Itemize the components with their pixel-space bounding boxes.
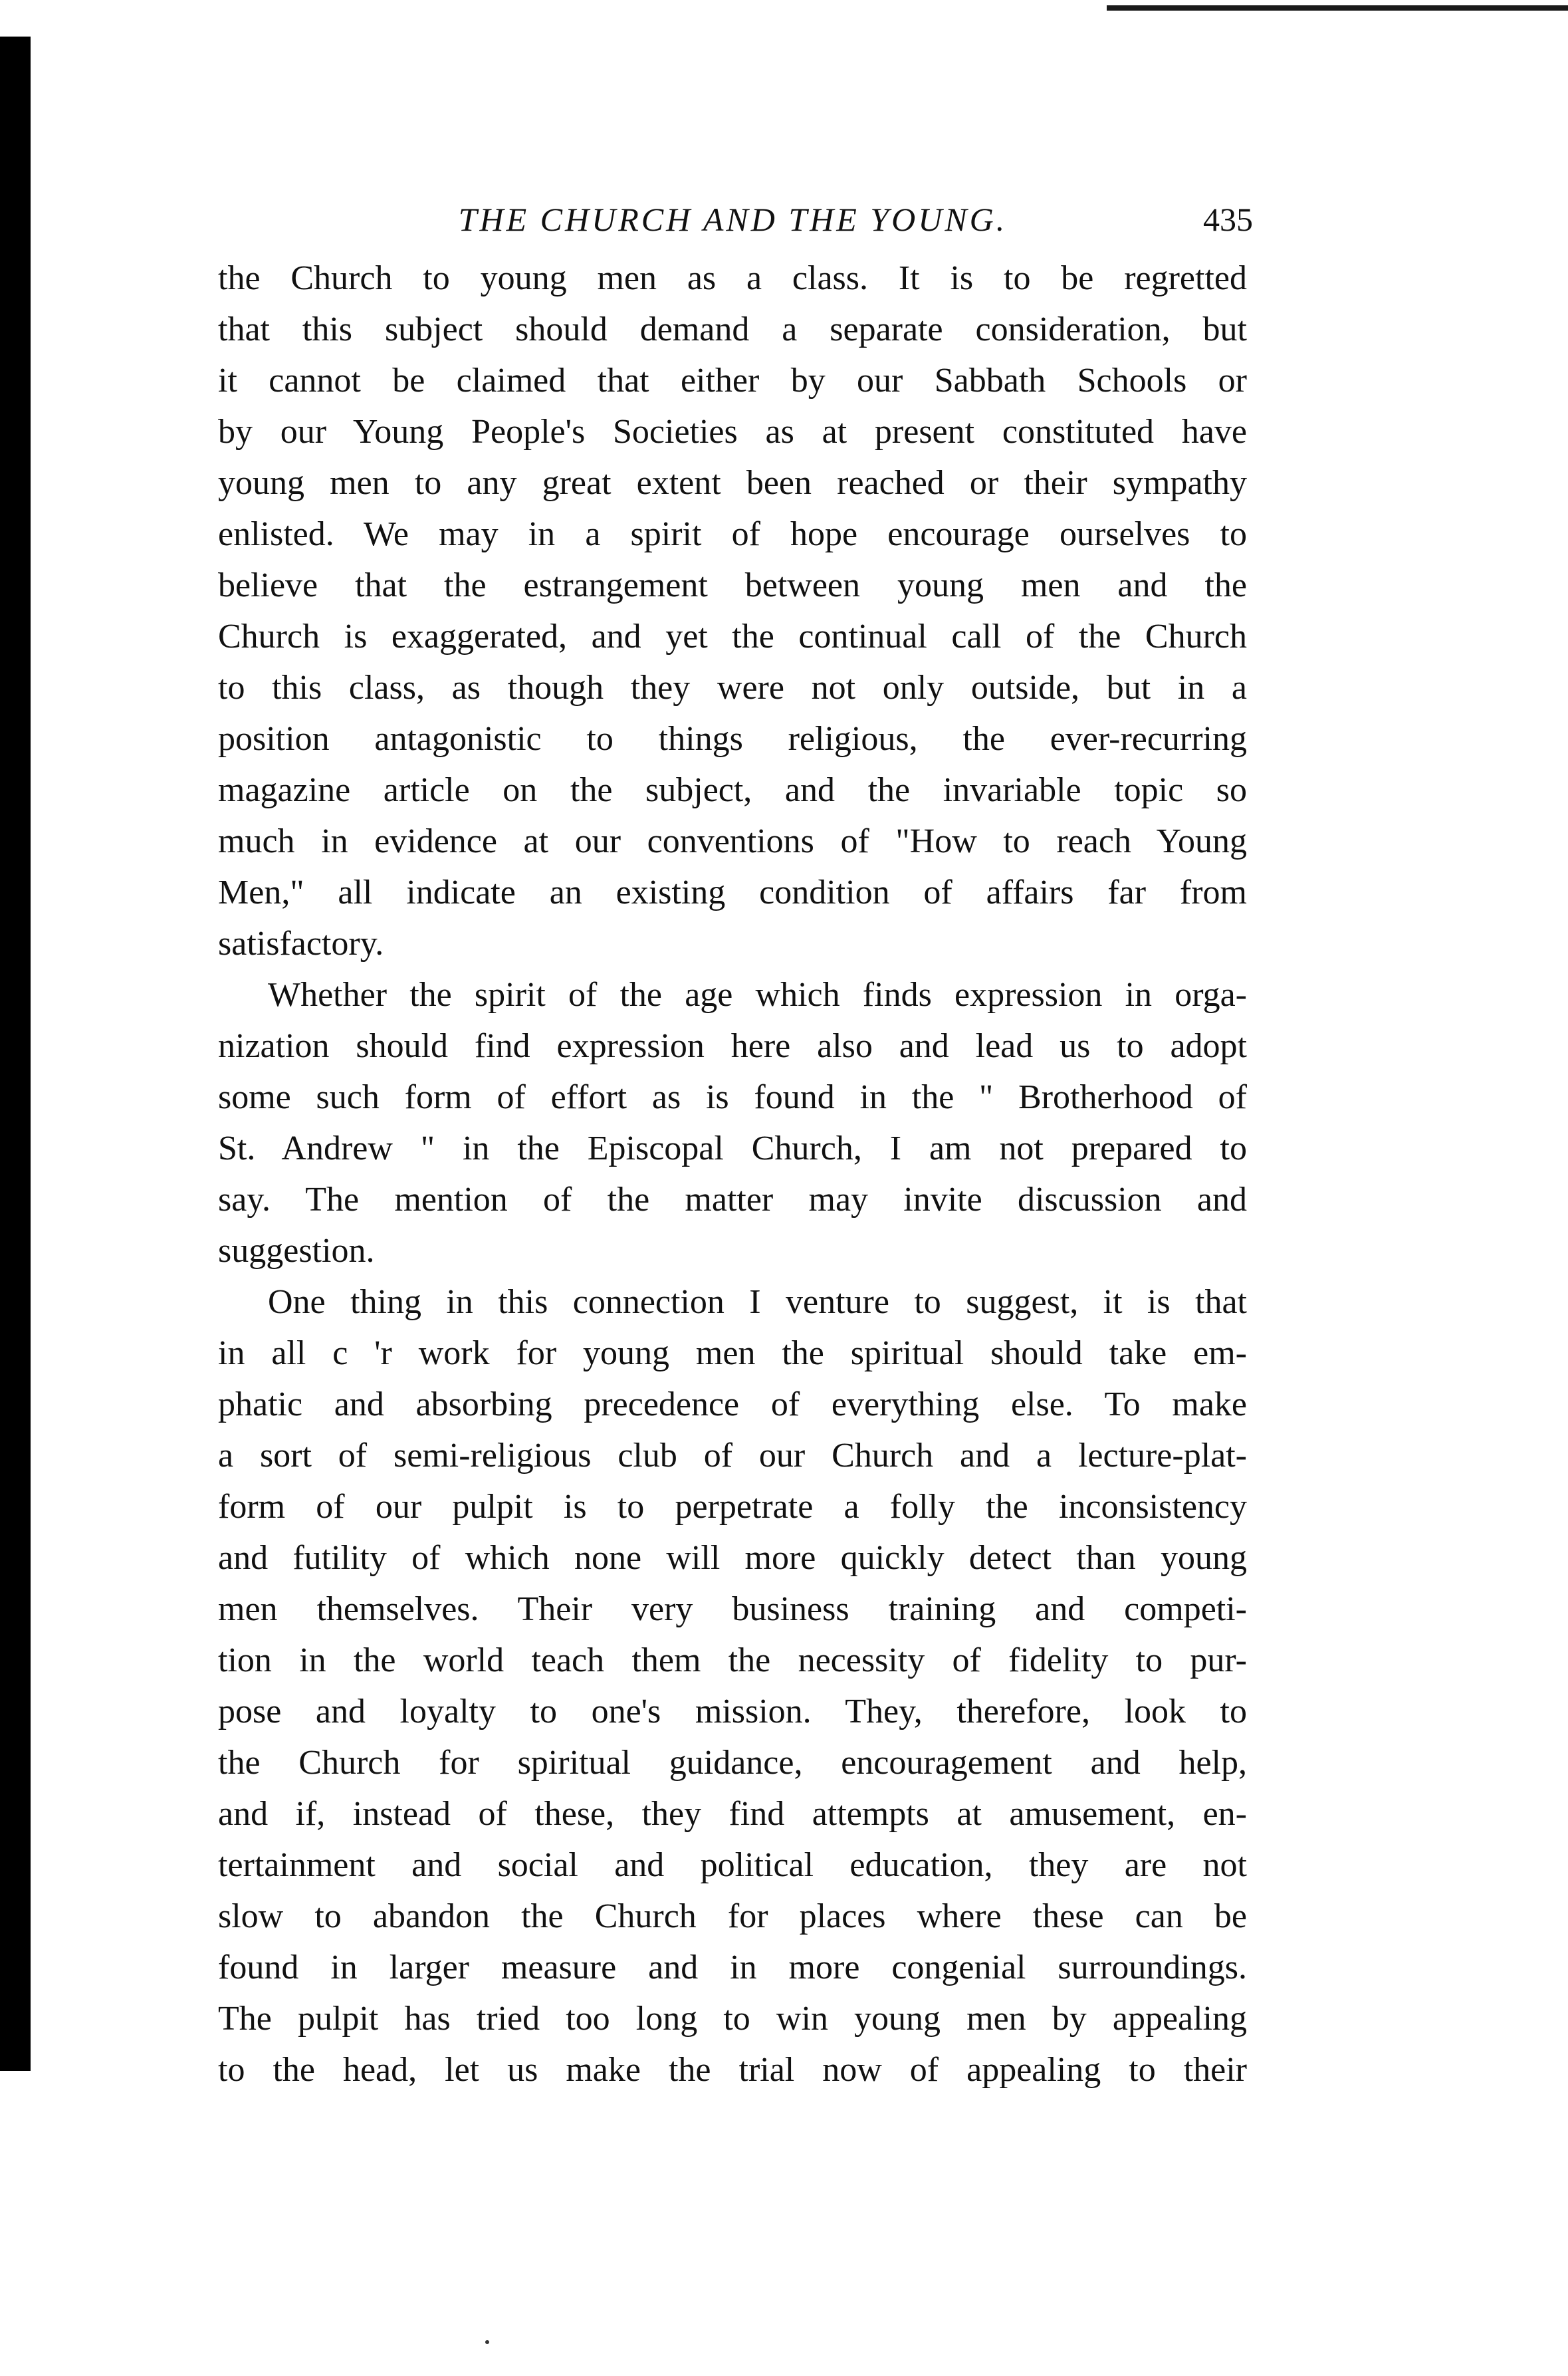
text-line: tertainment and social and political education, they are not: [218, 1846, 1247, 1884]
text-line: young men to any great extent been reached or their sympathy: [218, 464, 1247, 502]
running-head: [219, 193, 1253, 246]
text-line: and futility of which none will more quickly detect than young: [218, 1539, 1247, 1577]
text-line: a sort of semi-religious club of our Church and a lecture-plat-: [218, 1437, 1247, 1475]
text-line: tion in the world teach them the necessity of fidelity to pur-: [218, 1641, 1247, 1679]
body-text: [218, 253, 1247, 2095]
text-line: form of our pulpit is to perpetrate a folly the inconsistency: [218, 1488, 1247, 1526]
text-line: position antagonistic to things religious, the ever-recurring: [218, 720, 1247, 758]
text-line: Whether the spirit of the age which finds expression in orga-: [268, 976, 1247, 1014]
text-line: Men," all indicate an existing condition of affairs far from: [218, 874, 1247, 911]
page-number: 435: [1203, 201, 1253, 238]
text-line: St. Andrew " in the Episcopal Church, I am not prepared to: [218, 1129, 1247, 1167]
text-line: the Church for spiritual guidance, encouragement and help,: [218, 1744, 1247, 1782]
text-line: magazine article on the subject, and the invariable topic so: [218, 771, 1247, 809]
text-line: The pulpit has tried too long to win young men by appealing: [218, 2000, 1247, 2038]
text-line: found in larger measure and in more congenial surroundings.: [218, 1949, 1247, 1986]
text-line: Church is exaggerated, and yet the continual call of the Church: [218, 618, 1247, 655]
text-line: phatic and absorbing precedence of everything else. To make: [218, 1385, 1247, 1423]
text-line: satisfactory.: [218, 925, 384, 963]
text-line: in all c 'r work for young men the spiritual should take em-: [218, 1334, 1247, 1372]
text-line: men themselves. Their very business training and competi-: [218, 1590, 1247, 1628]
text-line: slow to abandon the Church for places where these can be: [218, 1897, 1247, 1935]
text-line: pose and loyalty to one's mission. They, therefore, look to: [218, 1693, 1247, 1730]
text-line: to this class, as though they were not only outside, but in a: [218, 669, 1247, 707]
text-line: say. The mention of the matter may invite discussion and: [218, 1181, 1247, 1219]
text-line: the Church to young men as a class. It is to be regretted: [218, 259, 1247, 297]
text-line: to the head, let us make the trial now of appealing to their: [218, 2051, 1247, 2089]
text-line: it cannot be claimed that either by our Sabbath Schools or: [218, 362, 1247, 400]
ink-speck: [485, 2340, 489, 2344]
text-line: that this subject should demand a separate consideration, but: [218, 310, 1247, 348]
text-line: nization should find expression here also and lead us to adopt: [218, 1027, 1247, 1065]
text-line: some such form of effort as is found in the " Brotherhood of: [218, 1078, 1247, 1116]
text-line: suggestion.: [218, 1232, 375, 1270]
text-line: and if, instead of these, they find attempts at amusement, en-: [218, 1795, 1247, 1833]
text-line: enlisted. We may in a spirit of hope encourage ourselves to: [218, 515, 1247, 553]
text-line: One thing in this connection I venture to suggest, it is that: [268, 1283, 1247, 1321]
text-line: much in evidence at our conventions of "How to reach Young: [218, 822, 1247, 860]
running-title: THE CHURCH AND THE YOUNG.: [458, 201, 1008, 238]
text-line: believe that the estrangement between young men and the: [218, 566, 1247, 604]
text-line: by our Young People's Societies as at present constituted have: [218, 413, 1247, 451]
